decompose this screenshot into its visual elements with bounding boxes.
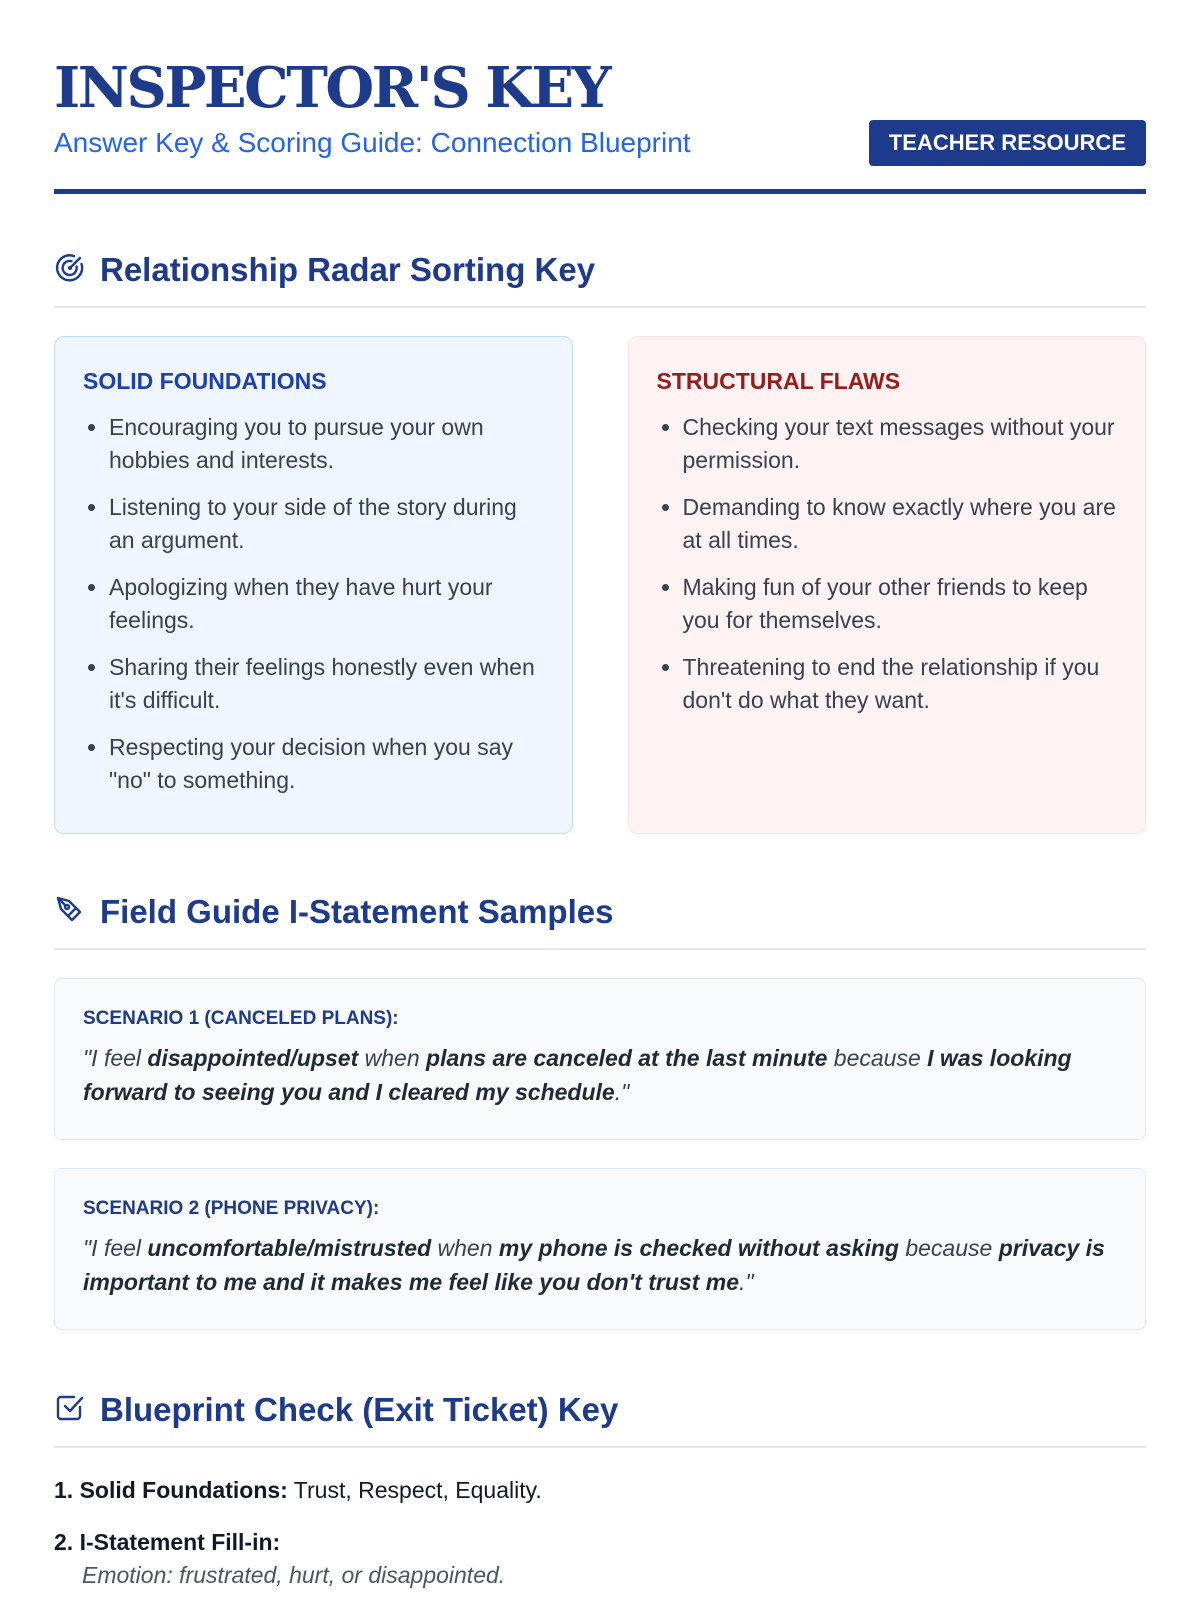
list-item: • Respecting your decision when you say "no" to something. xyxy=(109,731,544,797)
sorting-columns xyxy=(54,336,1146,834)
emotion-answer: disappointed/upset xyxy=(147,1045,359,1071)
structural-flaws-list xyxy=(657,411,1118,717)
list-item: • Encouraging you to pursue your own hobbies and interests. xyxy=(109,411,544,477)
answer-2-label: 2. I-Statement Fill-in: xyxy=(54,1529,281,1555)
list-item: • Checking your text messages without your permission. xyxy=(683,411,1118,477)
istatement-section-header xyxy=(54,892,1146,950)
list-item: • Listening to your side of the story during an argument. xyxy=(109,491,544,557)
radar-section xyxy=(54,250,1146,834)
situation-answer: my phone is checked without asking xyxy=(498,1235,899,1261)
situation-answer: plans are canceled at the last minute xyxy=(426,1045,828,1071)
structural-flaws-card xyxy=(628,336,1147,834)
list-item: • Making fun of your other friends to keep you for themselves. xyxy=(683,571,1118,637)
exit-ticket-section xyxy=(54,1390,1146,1590)
exit-ticket-answers xyxy=(54,1476,1146,1590)
scenario-sample-statement: "I feel disappointed/upset when plans are canceled at the last minute because I was looking forward to seeing you and I cleared my schedule." xyxy=(83,1045,1072,1105)
reason-answer: privacy is important to me and it makes me feel like you don't trust me xyxy=(83,1235,1105,1295)
reason-answer: I was looking forward to seeing you and I cleared my schedule xyxy=(83,1045,1072,1105)
list-item: • Sharing their feelings honestly even when it's difficult. xyxy=(109,651,544,717)
emotion-answer: uncomfortable/mistrusted xyxy=(147,1235,432,1261)
pen-icon xyxy=(54,894,86,931)
structural-flaws-title: STRUCTURAL FLAWS xyxy=(656,368,901,394)
scenario-sample-statement: "I feel uncomfortable/mistrusted when my phone is checked without asking because privacy is important to me and it makes me feel like you don't trust me." xyxy=(83,1235,1105,1295)
answer-1 xyxy=(54,1476,1146,1504)
page-title: INSPECTOR'S KEY xyxy=(54,55,610,121)
solid-foundations-list xyxy=(83,411,544,797)
radar-icon xyxy=(54,252,86,289)
exit-ticket-section-title: Blueprint Check (Exit Ticket) Key xyxy=(100,1391,619,1428)
page-subtitle: Answer Key & Scoring Guide: Connection Blueprint xyxy=(54,127,691,158)
scenario-label: SCENARIO 2 (PHONE PRIVACY): xyxy=(83,1198,380,1219)
list-item: • Threatening to end the relationship if you don't do what they want. xyxy=(683,651,1118,717)
list-item: • Apologizing when they have hurt your feelings. xyxy=(109,571,544,637)
exit-ticket-section-header xyxy=(54,1390,1146,1448)
solid-foundations-title: SOLID FOUNDATIONS xyxy=(83,368,327,394)
istatement-section xyxy=(54,892,1146,1330)
checkbox-icon xyxy=(54,1392,86,1429)
scenario-card-2 xyxy=(54,1168,1146,1330)
answer-2 xyxy=(54,1528,1146,1590)
header-divider xyxy=(54,189,1146,194)
answer-1-value: Trust, Respect, Equality. xyxy=(287,1477,542,1503)
scenario-card-1 xyxy=(54,978,1146,1140)
radar-section-title: Relationship Radar Sorting Key xyxy=(100,251,596,288)
list-item: • Demanding to know exactly where you are at all times. xyxy=(683,491,1118,557)
answer-1-label: 1. Solid Foundations: xyxy=(54,1477,288,1503)
scenario-label: SCENARIO 1 (CANCELED PLANS): xyxy=(83,1008,399,1029)
answer-2-emotion: Emotion: frustrated, hurt, or disappointed. xyxy=(82,1562,506,1588)
teacher-resource-badge: TEACHER RESOURCE xyxy=(869,120,1146,166)
page-header xyxy=(54,0,1146,194)
istatement-section-title: Field Guide I-Statement Samples xyxy=(100,893,614,930)
solid-foundations-card xyxy=(54,336,573,834)
radar-section-header xyxy=(54,250,1146,308)
